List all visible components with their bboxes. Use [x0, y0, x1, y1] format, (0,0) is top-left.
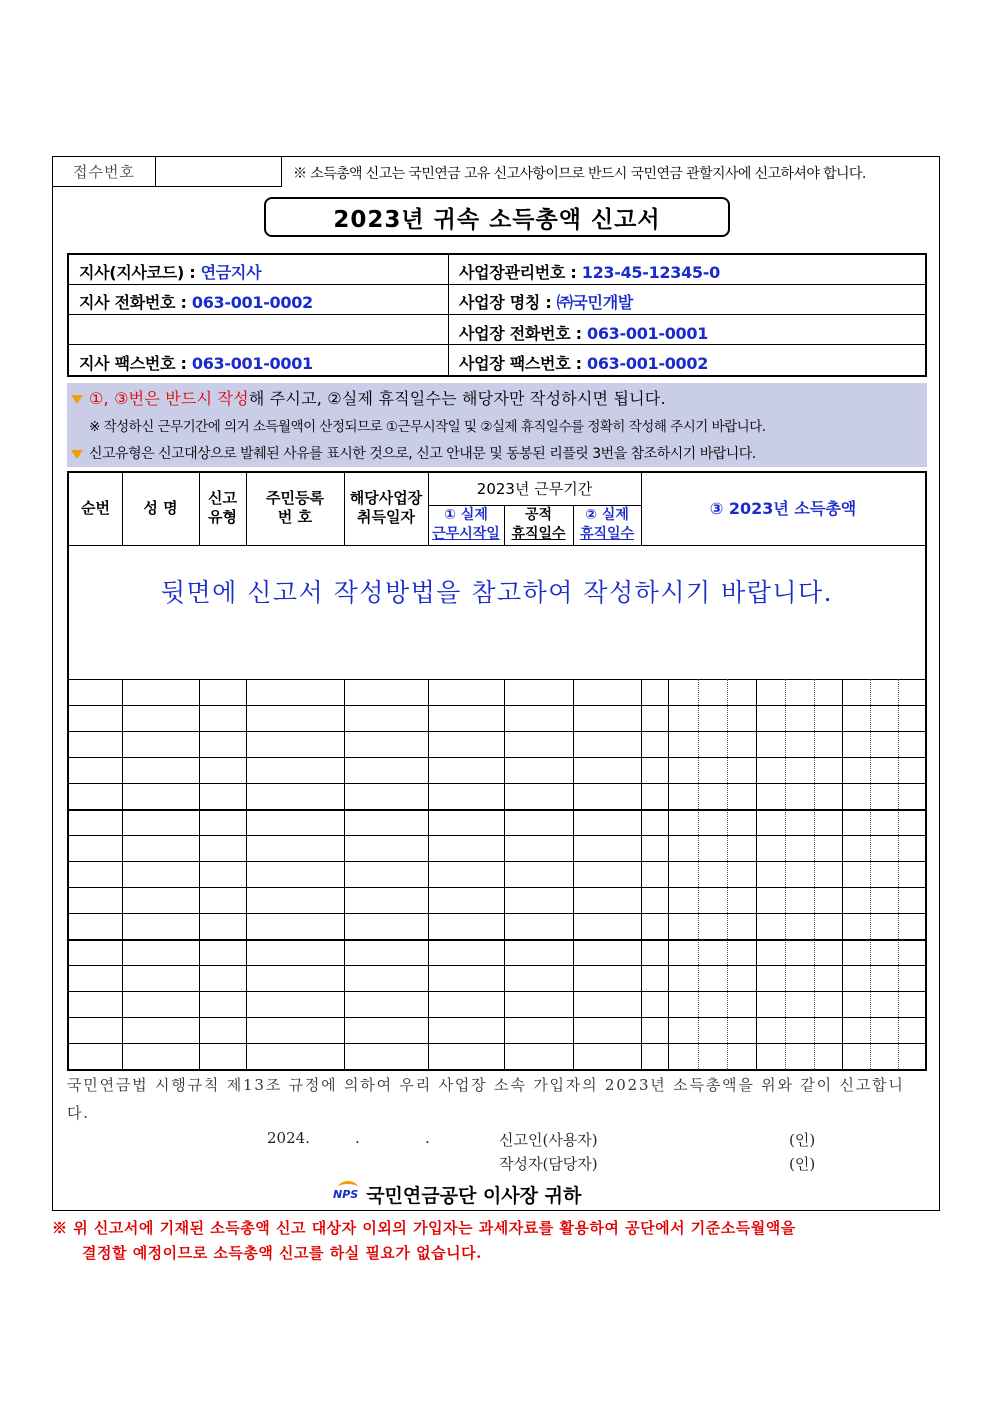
branch-fax: 지사 팩스번호 : 063-001-0001 — [79, 354, 313, 373]
table-row — [69, 783, 925, 784]
reporter-seal: (인) — [789, 1131, 816, 1149]
table-row — [69, 861, 925, 862]
col-type: 신고 유형 — [208, 489, 237, 526]
biz-phone-value: 063-001-0001 — [587, 324, 709, 343]
addressee — [333, 1181, 581, 1208]
biz-phone: 사업장 전화번호 : 063-001-0001 — [459, 324, 709, 343]
branch-code — [79, 260, 261, 283]
table-row — [69, 887, 925, 888]
table-row — [69, 965, 925, 966]
table-row — [69, 731, 925, 732]
form-frame — [52, 156, 940, 1211]
branch-code-value: 연금지사 — [200, 263, 262, 282]
table-row — [69, 757, 925, 758]
form-title: 2023년 귀속 소득총액 신고서 — [264, 197, 730, 237]
declaration-text: 국민연금법 시행규칙 제13조 규정에 의하여 우리 사업장 소속 가입자의 2023년 소득총액을 위와 같이 신고합니다. — [67, 1076, 905, 1122]
col-actual-leave: ② 실제 휴직일수 — [579, 507, 635, 542]
table-row — [69, 835, 925, 836]
report-month-dot: . — [355, 1129, 360, 1147]
branch-phone-value: 063-001-0002 — [191, 293, 313, 312]
instruction-text: 뒷면에 신고서 작성방법을 참고하여 작성하시기 바랍니다. — [160, 578, 834, 607]
biz-name-value: ㈜국민개발 — [556, 293, 634, 312]
notice-line-1: ①, ③번은 반드시 작성해 주시고, ②실제 휴직일수는 해당자만 작성하시면 됩니다. — [71, 386, 666, 409]
branch-code-label: 지사(지사코드) : — [79, 263, 201, 282]
table-row — [69, 939, 925, 941]
top-bar — [53, 157, 939, 187]
report-year: 2024. — [267, 1129, 310, 1147]
table-row — [69, 913, 925, 914]
notice-line-3: 신고유형은 신고대상으로 발췌된 사유를 표시한 것으로, 신고 안내문 및 동봉된 리플릿 3번을 참조하시기 바랍니다. — [71, 443, 756, 463]
col-number: 순번 — [81, 499, 110, 517]
work-period-header: 2023년 근무기간 — [476, 480, 593, 498]
receipt-number-field[interactable] — [156, 157, 282, 187]
top-notice: ※ 소득총액 신고는 국민연금 고유 신고사항이므로 반드시 국민연금 관할지사에 신고하셔야 합니다. — [293, 166, 866, 182]
biz-fax-value: 063-001-0002 — [587, 354, 709, 373]
biz-fax: 사업장 팩스번호 : 063-001-0002 — [459, 354, 709, 373]
table-row — [69, 705, 925, 706]
writer-label: 작성자(담당자) — [499, 1155, 598, 1173]
notice-box — [67, 383, 927, 467]
report-day-dot: . — [425, 1129, 430, 1147]
nps-logo-icon: NPS — [333, 1188, 358, 1201]
bottom-note-line-1: ※ 위 신고서에 기재된 소득총액 신고 대상자 이외의 가입자는 과세자료를 활용하여 공단에서 기준소득월액을 — [52, 1219, 796, 1237]
info-box — [67, 253, 927, 377]
warning-triangle-icon — [71, 395, 83, 404]
branch-phone: 지사 전화번호 : 063-001-0002 — [79, 293, 313, 312]
col-start-date: ① 실제 근무시작일 — [432, 507, 500, 542]
bottom-note — [52, 1216, 942, 1266]
table-row — [69, 809, 925, 811]
biz-number: 사업장관리번호 : 123-45-12345-0 — [459, 263, 720, 282]
branch-fax-value: 063-001-0001 — [191, 354, 313, 373]
table-row — [69, 991, 925, 992]
bottom-note-line-2: 결정할 예정이므로 소득총액 신고를 하실 필요가 없습니다. — [82, 1244, 482, 1262]
col-income-total: ③ 2023년 소득총액 — [709, 499, 857, 518]
col-acquire-date: 해당사업장 취득일자 — [349, 489, 423, 526]
addressee-text: 국민연금공단 이사장 귀하 — [366, 1185, 582, 1207]
writer-seal: (인) — [789, 1155, 816, 1173]
notice-line-2: ※ 작성하신 근무기간에 의거 소득월액이 산정되므로 ①근무시작일 및 ②실제 휴직일수를 정확히 작성해 주시기 바랍니다. — [89, 419, 766, 435]
col-official-leave: 공적 휴직일수 — [511, 507, 566, 542]
table-row — [69, 1017, 925, 1018]
receipt-number-label: 접수번호 — [53, 157, 156, 187]
col-rrn: 주민등록 번 호 — [266, 489, 324, 526]
biz-number-value: 123-45-12345-0 — [581, 263, 720, 282]
report-table — [67, 471, 927, 1071]
table-row — [69, 1043, 925, 1044]
reporter-label: 신고인(사용자) — [499, 1131, 598, 1149]
col-name: 성 명 — [143, 499, 178, 517]
biz-name: 사업장 명칭 : ㈜국민개발 — [459, 293, 634, 312]
warning-triangle-icon — [71, 450, 83, 459]
